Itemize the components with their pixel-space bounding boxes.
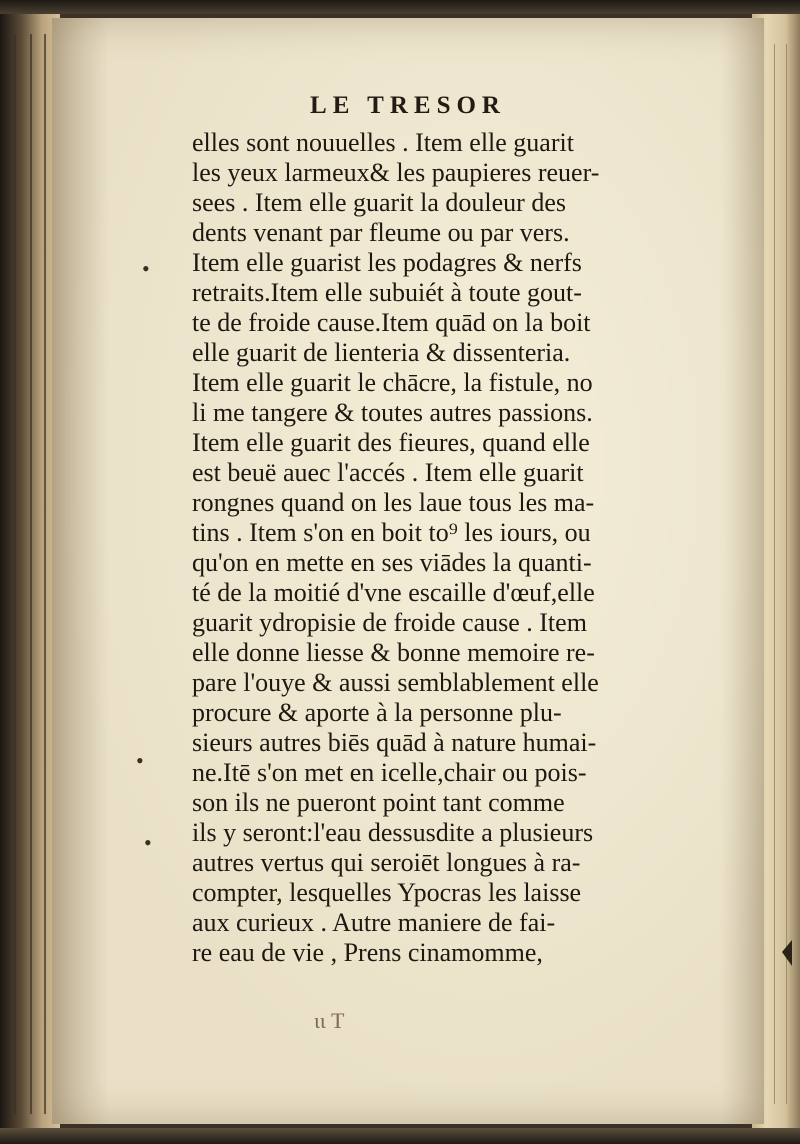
bottom-edge — [0, 1128, 800, 1144]
text-line: té de la moitié d'vne escaille d'œuf,elle — [192, 578, 595, 607]
page-edge-tab — [780, 940, 792, 966]
text-line: tins . Item s'on en boit to⁹ les iours, ou — [192, 518, 591, 547]
top-edge — [0, 0, 800, 14]
text-line: qu'on en mette en ses viādes la quanti- — [192, 548, 592, 577]
text-line: guarit ydropisie de froide cause . Item — [192, 608, 587, 637]
text-line: ne.Itē s'on met en icelle,chair ou pois- — [192, 758, 587, 787]
text-line: Item elle guarit le chācre, la fistule, no — [192, 368, 593, 397]
text-line: li me tangere & toutes autres passions. — [192, 398, 593, 427]
text-line: te de froide cause.Item quād on la boit — [192, 308, 591, 337]
text-line: compter, lesquelles Ypocras les laisse — [192, 878, 582, 907]
leaf-line — [774, 44, 775, 1104]
text-line: les yeux larmeux& les paupieres reuer- — [192, 158, 600, 187]
text-line: rongnes quand on les laue tous les ma- — [192, 488, 595, 517]
text-line: sieurs autres biēs quād à nature humai- — [192, 728, 597, 757]
text-line: son ils ne pueront point tant comme — [192, 788, 565, 817]
margin-dot: • — [136, 748, 144, 773]
text-line: dents venant par fleume ou par vers. — [192, 218, 570, 247]
margin-dot: • — [144, 830, 152, 855]
spine-line — [14, 34, 16, 1114]
text-line: elles sont nouuelles . Item elle guarit — [192, 128, 574, 157]
text-line: re eau de vie , Prens cinamomme, — [192, 938, 543, 967]
spine-line — [30, 34, 32, 1114]
text-line: Item elle guarit des fieures, quand elle — [192, 428, 590, 457]
text-line: elle guarit de lienteria & dissenteria. — [192, 338, 571, 367]
text-line: procure & aporte à la personne plu- — [192, 698, 562, 727]
text-line: elle donne liesse & bonne memoire re- — [192, 638, 595, 667]
bleed-through-mark: ιι Τ — [314, 1008, 345, 1033]
book-page — [52, 18, 764, 1124]
text-line: aux curieux . Autre maniere de fai- — [192, 908, 556, 937]
text-line: est beuë auec l'accés . Item elle guarit — [192, 458, 584, 487]
spine-line — [44, 34, 46, 1114]
text-line: Item elle guarist les podagres & nerfs — [192, 248, 582, 277]
text-line: pare l'ouye & aussi semblablement elle — [192, 668, 599, 697]
text-line: sees . Item elle guarit la douleur des — [192, 188, 566, 217]
margin-dot: • — [142, 256, 150, 281]
book-spine — [0, 14, 60, 1128]
text-line: autres vertus qui seroiēt longues à ra- — [192, 848, 581, 877]
text-line: ils y seront:l'eau dessusdite a plusieurs — [192, 818, 594, 847]
running-head: LE TRESOR — [310, 92, 506, 119]
text-line: retraits.Item elle subuiét à toute gout- — [192, 278, 582, 307]
